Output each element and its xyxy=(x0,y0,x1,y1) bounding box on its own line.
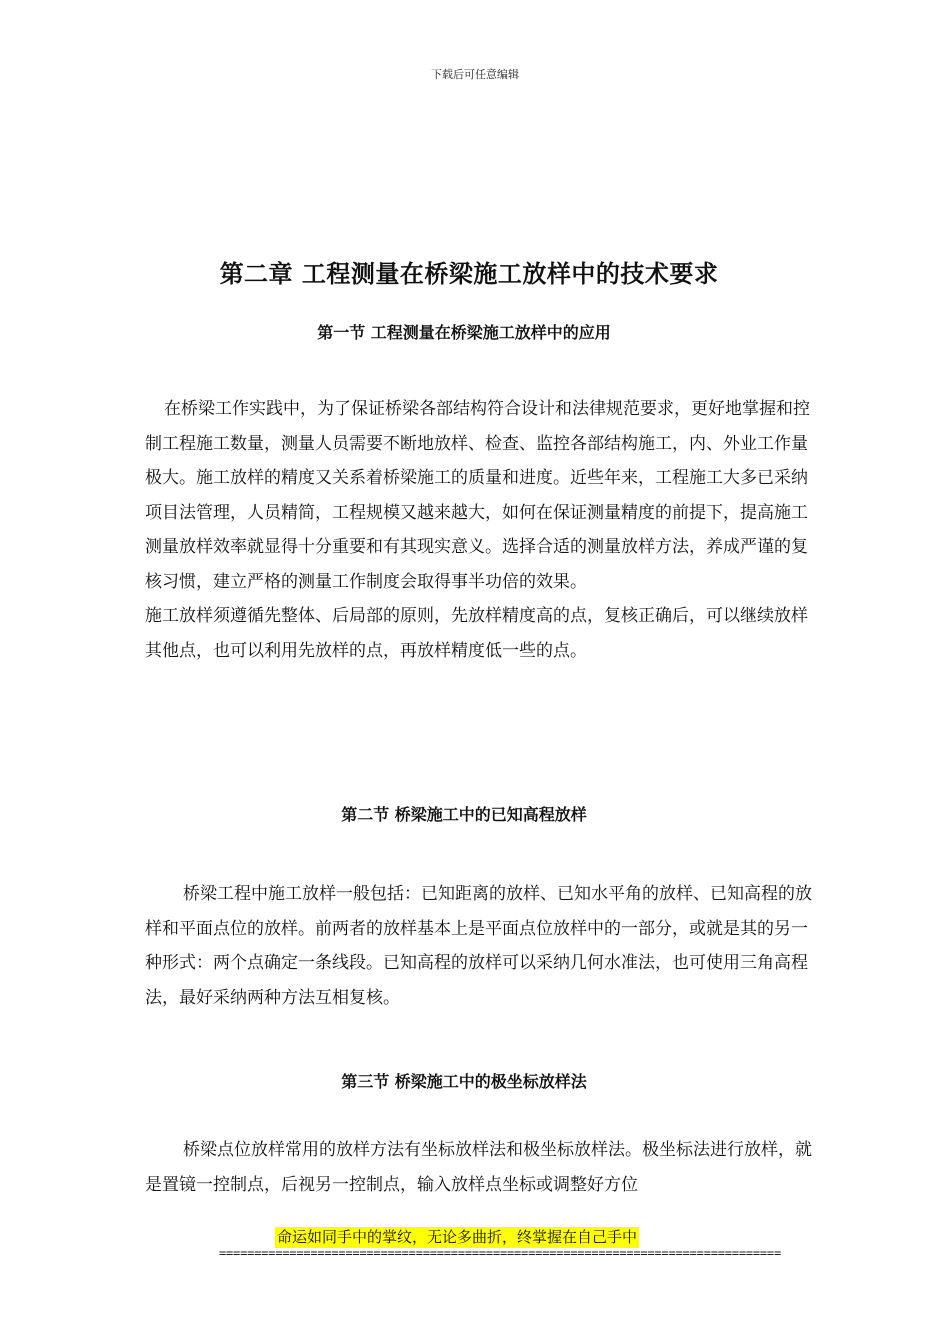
section-1-body xyxy=(145,392,815,668)
section-2-paragraph-1: 桥梁工程中施工放样一般包括：已知距离的放样、已知水平角的放样、已知高程的放样和平面点位的放样。前两者的放样基本上是平面点位放样中的一部分，或就是其的另一种形式：两个点确定一条线段。已知高程的放样可以采纳几何水准法，也可使用三角高程法，最好采纳两种方法互相复核。 xyxy=(145,884,812,1008)
section-3-paragraph-1: 桥梁点位放样常用的放样方法有坐标放样法和极坐标放样法。极坐标法进行放样，就是置镜一控制点，后视另一控制点，输入放样点坐标或调整好方位 xyxy=(145,1140,812,1195)
section-title-2: 第二节 桥梁施工中的已知高程放样 xyxy=(341,805,587,824)
section-title-3: 第三节 桥梁施工中的极坐标放样法 xyxy=(341,1072,587,1091)
section-2-body xyxy=(145,877,815,1015)
section-1-paragraph-1: 在桥梁工作实践中，为了保证桥梁各部结构符合设计和法律规范要求，更好地掌握和控制工程施工数量，测量人员需要不断地放样、检查、监控各部结构施工，内、外业工作量极大。施工放样的精度又关系着桥梁施工的质量和进度。近些年来，工程施工大多已采纳项目法管理，人员精简，工程规模又越来越大，如何在保证测量精度的前提下，提高施工测量放样效率就显得十分重要和有其现实意义。选择合适的测量放样方法，养成严谨的复核习惯，建立严格的测量工作制度会取得事半功倍的效果。 xyxy=(145,399,810,592)
section-1-paragraph-2: 施工放样须遵循先整体、后局部的原则，先放样精度高的点，复核正确后，可以继续放样其他点，也可以利用先放样的点，再放样精度低一些的点。 xyxy=(145,606,808,661)
footer-motto: 命运如同手中的掌纹，无论多曲折，终掌握在自己手中 xyxy=(277,1228,638,1246)
chapter-title: 第二章 工程测量在桥梁施工放样中的技术要求 xyxy=(219,260,719,288)
section-title-1: 第一节 工程测量在桥梁施工放样中的应用 xyxy=(317,323,611,342)
section-3-body xyxy=(145,1133,815,1202)
page-header-note: 下载后可任意编辑 xyxy=(431,68,519,81)
footer-divider: ================================================================================ xyxy=(219,1246,781,1260)
